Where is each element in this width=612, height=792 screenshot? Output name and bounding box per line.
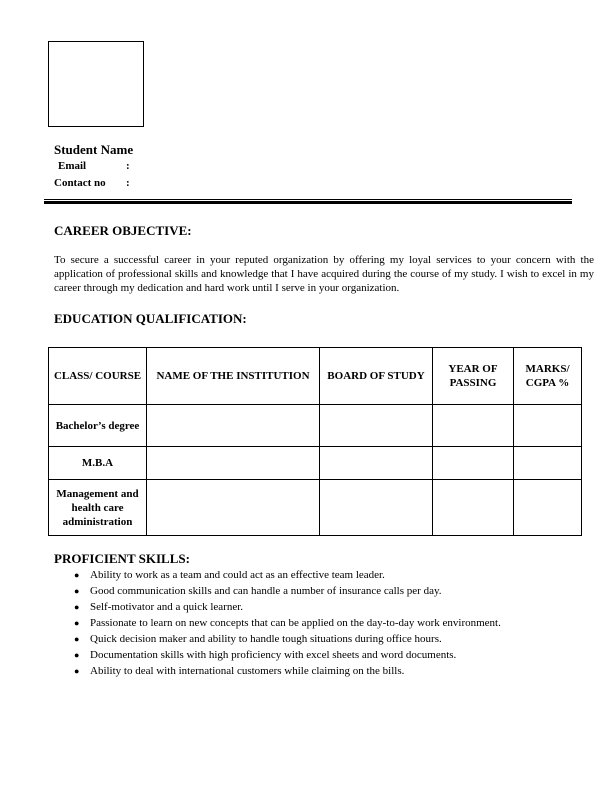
skills-list (70, 567, 501, 679)
column-header-institution: NAME OF THE INSTITUTION (147, 348, 320, 405)
email-label: Email (58, 160, 87, 172)
bullet-icon: ● (74, 586, 80, 596)
skill-text: Quick decision maker and ability to handle tough situations during office hours. (90, 633, 442, 645)
skill-text: Documentation skills with high proficiency with excel sheets and word documents. (90, 649, 457, 661)
list-item (70, 663, 501, 679)
education-table (48, 347, 582, 536)
table-row (49, 405, 582, 447)
skills-title: PROFICIENT SKILLS: (54, 551, 190, 566)
course-cell: Bachelor’s degree (49, 405, 147, 447)
list-item (70, 599, 501, 615)
column-header-year: YEAR OF PASSING (433, 348, 514, 405)
email-separator: : (126, 160, 130, 172)
bullet-icon: ● (74, 618, 80, 628)
header-divider-thin (44, 199, 572, 200)
year-cell (433, 405, 514, 447)
year-cell (433, 480, 514, 536)
contact-label: Contact no (54, 177, 106, 189)
institution-cell (147, 405, 320, 447)
course-cell: M.B.A (49, 447, 147, 480)
column-header-board: BOARD OF STUDY (320, 348, 433, 405)
table-row (49, 447, 582, 480)
bullet-icon: ● (74, 570, 80, 580)
photo-placeholder (48, 41, 144, 127)
contact-separator: : (126, 177, 130, 189)
column-header-course: CLASS/ COURSE (49, 348, 147, 405)
skill-text: Good communication skills and can handle a number of insurance calls per day. (90, 585, 442, 597)
bullet-icon: ● (74, 602, 80, 612)
bullet-icon: ● (74, 634, 80, 644)
table-header-row (49, 348, 582, 405)
column-header-marks: MARKS/ CGPA % (514, 348, 582, 405)
skill-text: Ability to deal with international customers while claiming on the bills. (90, 665, 405, 677)
list-item (70, 615, 501, 631)
marks-cell (514, 480, 582, 536)
skill-text: Self-motivator and a quick learner. (90, 601, 244, 613)
institution-cell (147, 480, 320, 536)
skill-text: Ability to work as a team and could act as an effective team leader. (90, 569, 385, 581)
contact-row (54, 177, 130, 189)
marks-cell (514, 447, 582, 480)
career-objective-title: CAREER OBJECTIVE: (54, 223, 192, 238)
list-item (70, 583, 501, 599)
board-cell (320, 447, 433, 480)
institution-cell (147, 447, 320, 480)
email-row (58, 160, 130, 172)
marks-cell (514, 405, 582, 447)
bullet-icon: ● (74, 666, 80, 676)
course-cell: Management and health care administration (49, 480, 147, 536)
skill-text: Passionate to learn on new concepts that can be applied on the day-to-day work environment. (90, 617, 501, 629)
education-title: EDUCATION QUALIFICATION: (54, 311, 247, 326)
career-objective-text: To secure a successful career in your reputed organization by offering my loyal services to your concern with the application of professional skills and knowledge that I have acquired during the course of my study. I wish to excel in my career through my dedication and hard work until I serve in your organization. (54, 254, 594, 294)
board-cell (320, 405, 433, 447)
year-cell (433, 447, 514, 480)
list-item (70, 647, 501, 663)
list-item (70, 567, 501, 583)
board-cell (320, 480, 433, 536)
list-item (70, 631, 501, 647)
table-row (49, 480, 582, 536)
header-divider-thick (44, 201, 572, 204)
student-name: Student Name (54, 142, 134, 157)
bullet-icon: ● (74, 650, 80, 660)
